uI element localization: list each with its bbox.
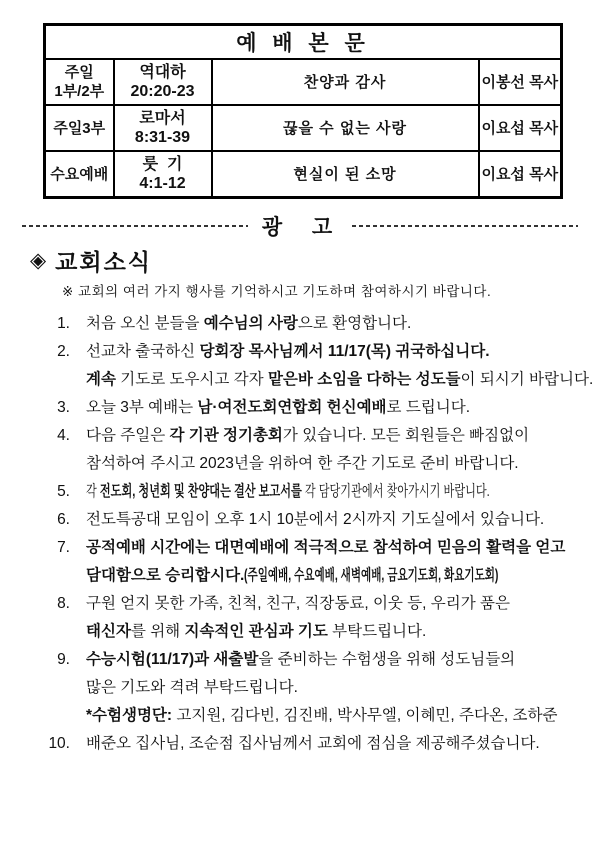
item-content	[86, 394, 582, 422]
announcement-list	[0, 310, 600, 758]
item-line	[86, 674, 582, 702]
preacher-cell	[479, 59, 562, 105]
scripture-cell	[114, 105, 212, 151]
item-number: 1.	[57, 315, 70, 332]
cell-line: 끊을 수 없는 사랑	[283, 119, 407, 137]
text-segment: 로 드립니다.	[386, 399, 471, 416]
text-segment: 을 준비하는 수험생을 위해 성도님들의	[258, 651, 516, 668]
item-content	[86, 478, 582, 506]
announcement-item	[42, 646, 582, 730]
item-number: 7.	[57, 539, 70, 556]
text-segment: 태신자	[86, 623, 131, 640]
item-number: 6.	[57, 511, 70, 528]
cell-line: 4:1-12	[139, 175, 186, 192]
item-line	[86, 646, 582, 674]
service-cell	[45, 151, 114, 198]
cell-line: 이요섭 목사	[481, 165, 559, 183]
text-segment: 고지원, 김다빈, 김진배, 박사무엘, 이혜민, 주다온, 조하준	[172, 707, 558, 724]
announcements-divider-title: 광 고	[261, 216, 339, 239]
item-line	[86, 562, 582, 590]
text-segment: 많은 기도와 격려 부탁드립니다.	[86, 679, 298, 696]
text-segment: 각 기관 정기총회	[169, 427, 283, 444]
item-line	[86, 366, 594, 394]
text-segment: 지속적인 관심과 기도	[184, 623, 328, 640]
cell-line: 로마서	[139, 110, 186, 127]
condensed-text	[86, 478, 490, 506]
item-line	[86, 394, 582, 422]
preacher-cell	[479, 105, 562, 151]
item-number: 5.	[57, 483, 70, 500]
text-segment: 참석하여 주시고 2023년을 위하여 한 주간 기도로 준비 바랍니다.	[86, 455, 519, 472]
sermon-title-cell	[212, 59, 479, 105]
diamond-bullet-icon: ◈	[30, 249, 47, 272]
text-segment: 를 위해	[130, 623, 185, 640]
cell-line: 주일3부	[53, 119, 106, 137]
text-segment: (주일예배, 수요예배, 새벽예배, 금요기도회, 화요기도회)	[244, 567, 499, 584]
text-segment: 오늘 3부 예배는	[86, 399, 198, 416]
text-segment: 부탁드립니다.	[327, 623, 427, 640]
cell-line: 이요섭 목사	[481, 119, 559, 137]
cell-line: 1부/2부	[54, 83, 105, 100]
text-segment: 맡은바 소임을 다하는 성도들	[267, 371, 461, 388]
item-line	[86, 618, 582, 646]
text-segment: 남·여전도회연합회 헌신예배	[197, 399, 387, 416]
text-segment: 담대함으로 승리합시다.	[86, 567, 245, 584]
text-segment: 배준오 집사님, 조순점 집사님께서 교회에 점심을 제공해주셨습니다.	[86, 735, 540, 752]
item-content	[86, 590, 582, 646]
announcement-item	[42, 422, 582, 478]
cell-line: 이봉선 목사	[481, 73, 559, 91]
item-line	[86, 730, 582, 758]
worship-scripture-table	[43, 23, 563, 199]
item-content	[86, 506, 582, 534]
announcement-item	[42, 310, 582, 338]
divider-dash-right	[352, 225, 578, 227]
cell-line: 8:31-39	[134, 129, 191, 146]
text-segment: 예수님의 사랑	[203, 315, 298, 332]
text-segment: 계속	[86, 371, 116, 388]
announcement-item	[42, 394, 582, 422]
text-segment: 가 있습니다. 모든 회원들은 빠짐없이	[282, 427, 530, 444]
cell-line: 역대하	[139, 64, 186, 81]
text-segment: 기도로 도우시고 각자	[115, 371, 268, 388]
announcements-divider	[22, 214, 578, 238]
item-line	[86, 506, 582, 534]
item-number: 2.	[57, 343, 70, 360]
cell-line: 수요예배	[50, 165, 109, 183]
item-line	[86, 478, 582, 506]
item-number: 10.	[48, 735, 70, 752]
worship-row	[45, 151, 562, 198]
item-number: 8.	[57, 595, 70, 612]
item-content	[86, 338, 594, 394]
announcement-item	[42, 506, 582, 534]
preacher-cell	[479, 151, 562, 198]
item-line	[86, 338, 582, 366]
item-number: 4.	[57, 427, 70, 444]
text-segment: 전도특공대 모임이 오후 1시 10분에서 2시까지 기도실에서 있습니다.	[86, 511, 545, 528]
item-content	[86, 730, 582, 758]
service-cell	[45, 59, 114, 105]
worship-row	[45, 59, 562, 105]
announcement-item	[42, 534, 582, 590]
text-segment: 구원 얻지 못한 가족, 친척, 친구, 직장동료, 이웃 등, 우리가 품은	[86, 595, 510, 612]
item-content	[86, 310, 582, 338]
item-content	[86, 534, 582, 590]
announcement-item	[42, 338, 594, 394]
cell-line: 찬양과 감사	[303, 73, 387, 91]
text-segment: 선교차 출국하신	[86, 343, 200, 360]
text-segment: 다음 주일은	[86, 427, 170, 444]
cell-line: 룻 기	[142, 156, 183, 173]
sermon-title-cell	[212, 151, 479, 198]
text-segment: 각 담당기관에서 찾아가시기 바랍니다.	[301, 483, 490, 500]
item-content	[86, 646, 582, 730]
text-segment: 수능시험(11/17)과 새출발	[86, 651, 259, 668]
text-segment: 으로 환영합니다.	[297, 315, 412, 332]
cell-line: 주일	[64, 64, 94, 81]
worship-table-title: 예 배 본 문	[45, 25, 562, 60]
divider-dash-left	[22, 225, 248, 227]
item-line	[86, 534, 582, 562]
item-content	[86, 422, 582, 478]
text-segment: 이 되시기 바랍니다.	[460, 371, 594, 388]
scripture-cell	[114, 151, 212, 198]
announcement-item	[42, 730, 582, 758]
item-line	[86, 450, 582, 478]
cell-line: 현실이 된 소망	[293, 165, 397, 183]
text-segment: 각	[86, 483, 100, 500]
scripture-cell	[114, 59, 212, 105]
item-number: 9.	[57, 651, 70, 668]
church-news-note: ※ 교회의 여러 가지 행사를 기억하시고 기도하며 참여하시기 바랍니다.	[62, 284, 492, 299]
cell-line: 20:20-23	[130, 83, 195, 100]
item-line	[86, 702, 582, 730]
item-number: 3.	[57, 399, 70, 416]
announcement-item	[42, 590, 582, 646]
service-cell	[45, 105, 114, 151]
announcement-item	[42, 478, 582, 506]
text-segment: 공적예배 시간에는 대면예배에 적극적으로 참석하여 믿음의 활력을 얻고	[86, 539, 566, 556]
text-segment: 전도회, 청년회 및 찬양대는 결산 보고서를	[99, 483, 302, 500]
item-line	[86, 422, 582, 450]
church-news-heading-label: 교회소식	[55, 249, 153, 275]
text-segment: 당회장 목사님께서 11/17(목) 귀국하십니다.	[199, 343, 490, 360]
church-news-heading	[30, 244, 600, 277]
item-line	[86, 590, 582, 618]
text-segment: *수험생명단:	[86, 707, 173, 724]
sermon-title-cell	[212, 105, 479, 151]
worship-row	[45, 105, 562, 151]
item-line	[86, 310, 582, 338]
text-segment: 처음 오신 분들을	[86, 315, 204, 332]
